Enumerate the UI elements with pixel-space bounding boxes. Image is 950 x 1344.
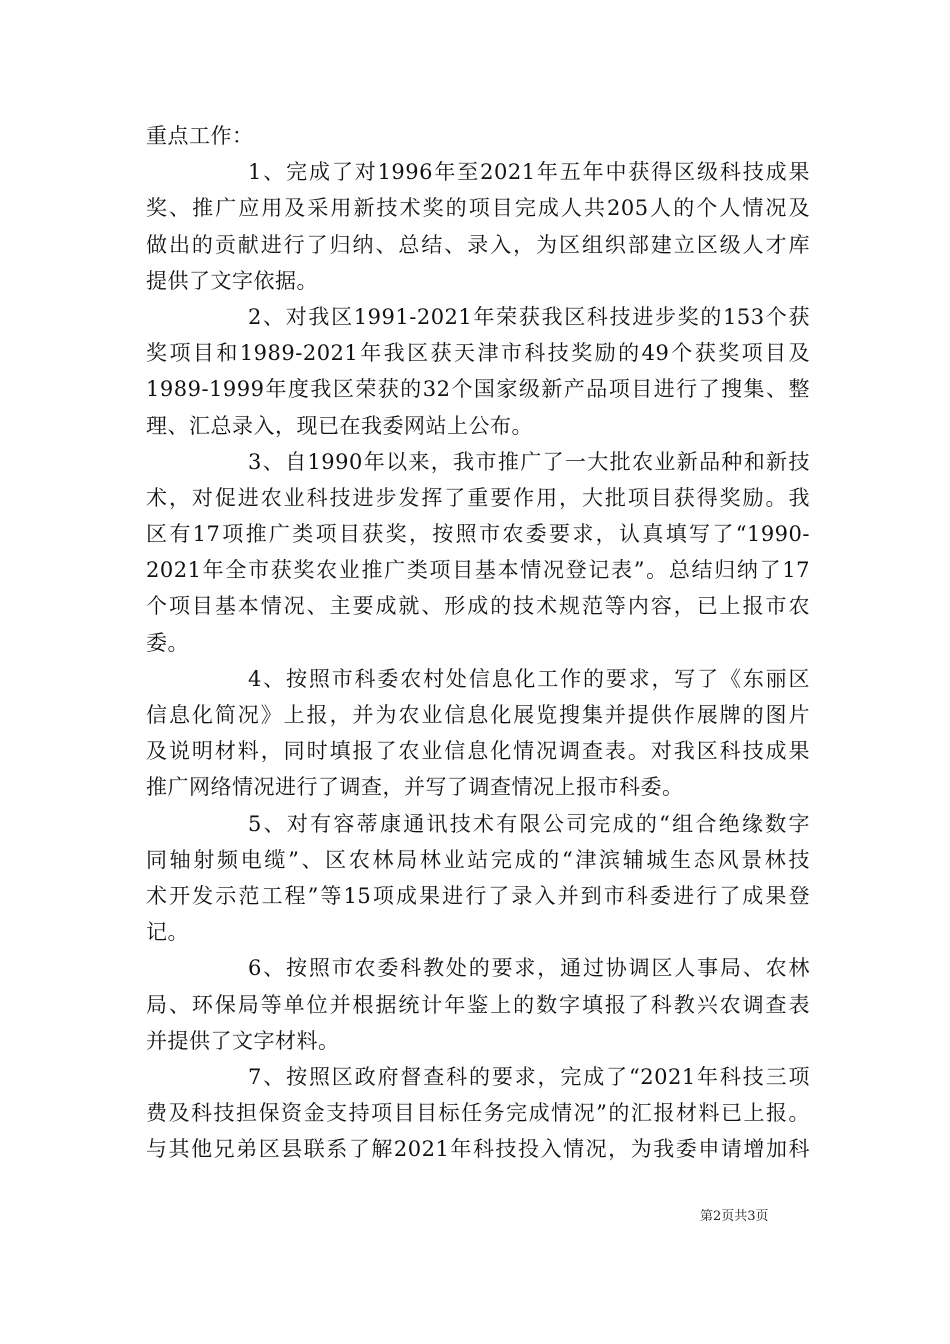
text-line: 同轴射频电缆”、区农林局林业站完成的“津滨辅城生态风景林技 [146,847,810,872]
page-number: 第2页共3页 [700,1209,769,1224]
text-line: 4、按照市科委农村处信息化工作的要求，写了《东丽区 [248,666,810,691]
text-line: 2、对我区1991-2021年荣获我区科技进步奖的153个获 [248,304,810,329]
text-line: 术，对促进农业科技进步发挥了重要作用，大批项目获得奖励。我 [146,485,810,510]
text-line: 局、环保局等单位并根据统计年鉴上的数字填报了科教兴农调查表 [146,992,810,1017]
text-line: 6、按照市农委科教处的要求，通过协调区人事局、农林 [248,956,810,981]
document-body [146,118,810,1167]
text-line: 做出的贡献进行了归纳、总结、录入，为区组织部建立区级人才库 [146,232,810,257]
text-line: 1、完成了对1996年至2021年五年中获得区级科技成果 [248,160,810,185]
text-line: 记。 [146,920,189,945]
text-line: 费及科技担保资金支持项目目标任务完成情况”的汇报材料已上报。 [146,1101,810,1126]
text-line: 与其他兄弟区县联系了解2021年科技投入情况，为我委申请增加科 [146,1137,810,1162]
text-line: 1989-1999年度我区荣获的32个国家级新产品项目进行了搜集、整 [146,377,810,402]
text-line: 重点工作： [146,124,254,148]
text-line: 委。 [146,630,189,655]
text-line: 2021年全市获奖农业推广类项目基本情况登记表”。总结归纳了17 [146,558,810,583]
text-line: 及说明材料，同时填报了农业信息化情况调查表。对我区科技成果 [146,739,810,764]
text-line: 奖项目和1989-2021年我区获天津市科技奖励的49个获奖项目及 [146,341,810,366]
text-line: 信息化简况》上报，并为农业信息化展览搜集并提供作展牌的图片 [146,703,810,727]
text-line: 并提供了文字材料。 [146,1028,340,1053]
text-line: 5、对有容蒂康通讯技术有限公司完成的“组合绝缘数字 [248,811,810,836]
text-line: 提供了文字依据。 [146,268,318,293]
text-line: 区有17项推广类项目获奖，按照市农委要求，认真填写了“1990- [146,522,810,547]
text-line: 7、按照区政府督查科的要求，完成了“2021年科技三项 [248,1064,810,1089]
text-line: 术开发示范工程”等15项成果进行了录入并到市科委进行了成果登 [146,883,810,908]
text-line: 3、自1990年以来，我市推广了一大批农业新品种和新技 [248,449,810,474]
text-line: 推广网络情况进行了调查，并写了调查情况上报市科委。 [146,775,684,800]
text-line: 奖、推广应用及采用新技术奖的项目完成人共205人的个人情况及 [146,196,810,221]
text-line: 理、汇总录入，现已在我委网站上公布。 [146,413,533,438]
text-line: 个项目基本情况、主要成就、形成的技术规范等内容，已上报市农 [146,594,810,619]
